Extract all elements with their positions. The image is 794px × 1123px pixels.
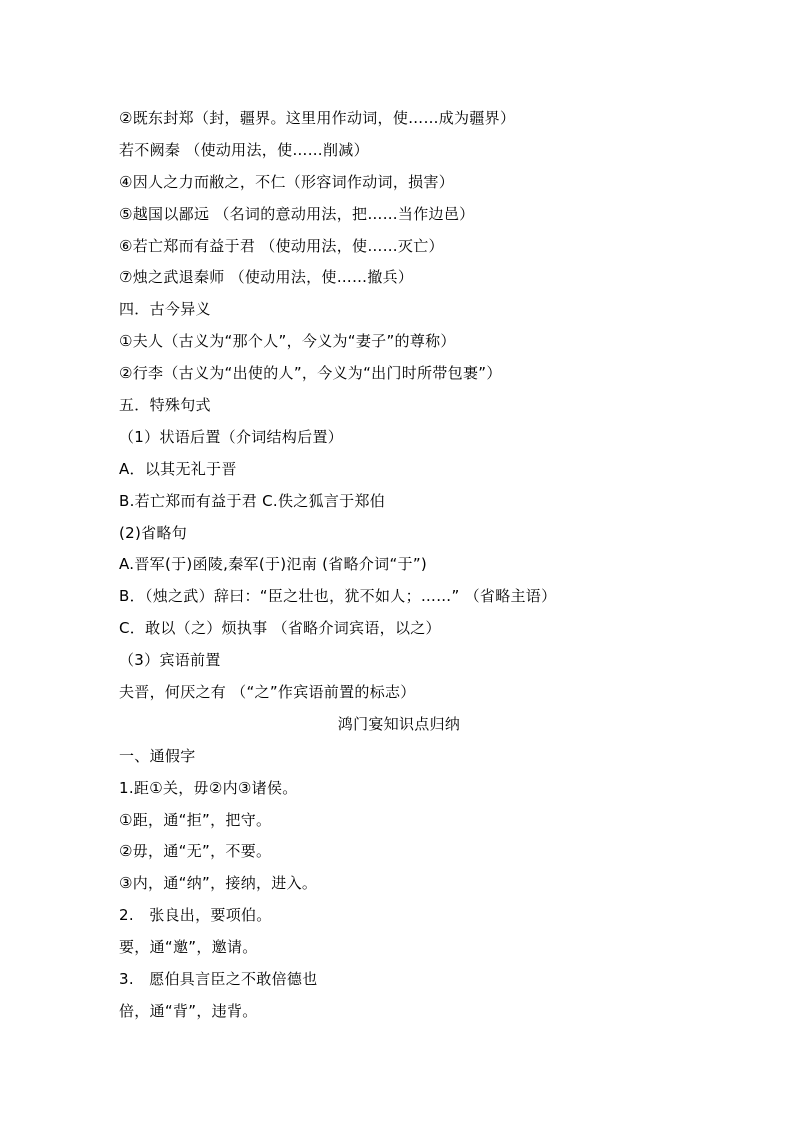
text-line: ①夫人（古义为“那个人”，今义为“妻子”的尊称） (119, 332, 456, 351)
subsection-heading: （3）宾语前置 (119, 651, 221, 670)
text-line: 若不阙秦 （使动用法，使……削减） (119, 140, 369, 159)
text-line: 1.距①关，毋②内③诸侯。 (119, 778, 298, 797)
text-line: 3. 愿伯具言臣之不敢倍德也 (119, 970, 318, 989)
text-line: B．（烛之武）辞曰：“臣之壮也，犹不如人；……” （省略主语） (119, 587, 557, 606)
section-heading: 一、通假字 (119, 746, 196, 765)
subsection-heading: (2)省略句 (119, 523, 188, 542)
section-heading: 四．古今异义 (119, 300, 211, 319)
text-line: ⑦烛之武退秦师 （使动用法，使……撤兵） (119, 268, 414, 287)
text-line: ④因人之力而敝之，不仁（形容词作动词，损害） (119, 172, 455, 191)
text-line: ②行李（古义为“出使的人”，今义为“出门时所带包裹”） (119, 364, 502, 383)
document-body (119, 106, 679, 1031)
text-line: ⑤越国以鄙远 （名词的意动用法，把……当作边邑） (119, 204, 475, 223)
section-heading: 五．特殊句式 (119, 396, 211, 415)
text-line: 要，通“邀”，邀请。 (119, 938, 258, 957)
text-line: ①距，通“拒”，把守。 (119, 810, 272, 829)
subsection-heading: （1）状语后置（介词结构后置） (119, 427, 344, 446)
text-line: 倍，通“背”，违背。 (119, 1001, 258, 1020)
text-line: 2. 张良出，要项伯。 (119, 906, 272, 925)
document-title: 鸿门宴知识点归纳 (337, 714, 461, 733)
text-line: ②既东封郑（封，疆界。这里用作动词，使……成为疆界） (119, 109, 516, 127)
text-line: ②毋，通“无”，不要。 (119, 842, 272, 861)
text-line: B.若亡郑而有益于君 C.佚之狐言于郑伯 (119, 491, 386, 510)
text-line: A.晋军(于)函陵,秦军(于)氾南 (省略介词“于”) (119, 555, 428, 574)
text-line: ⑥若亡郑而有益于君 （使动用法，使……灭亡） (119, 236, 444, 255)
text-line: A．以其无礼于晋 (119, 459, 237, 478)
text-line: 夫晋，何厌之有 （“之”作宾语前置的标志） (119, 683, 416, 702)
text-line: ③内，通“纳”，接纳，进入。 (119, 874, 318, 893)
text-line: C．敢以（之）烦执事 （省略介词宾语，以之） (119, 619, 441, 638)
